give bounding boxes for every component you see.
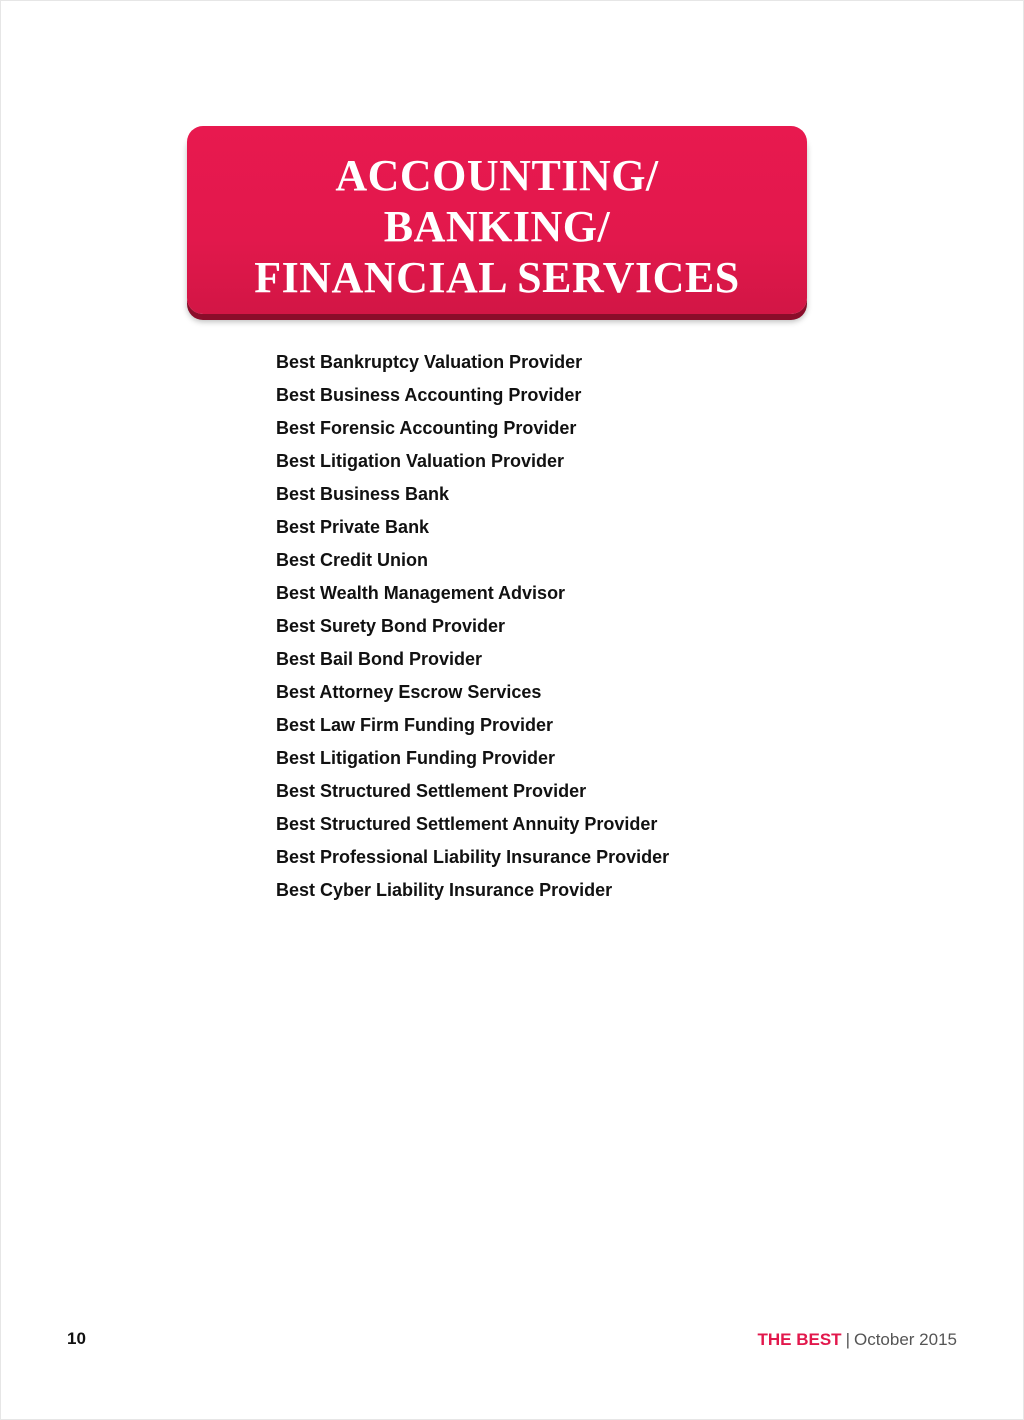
list-item: Best Business Bank [276, 484, 450, 504]
list-item: Best Surety Bond Provider [276, 616, 506, 636]
section-title-line-3: FINANCIAL SERVICES [254, 253, 740, 302]
issue-date: October 2015 [853, 1330, 957, 1349]
list-item: Best Bankruptcy Valuation Provider [276, 352, 583, 372]
section-title-line-1: ACCOUNTING/ [335, 151, 659, 200]
list-item: Best Structured Settlement Provider [276, 781, 587, 801]
list-item: Best Private Bank [276, 517, 430, 537]
list-item: Best Forensic Accounting Provider [276, 418, 577, 438]
award-category-list [276, 349, 669, 910]
list-item: Best Wealth Management Advisor [276, 583, 566, 603]
page-number: 10 [67, 1329, 86, 1348]
list-item: Best Professional Liability Insurance Provider [276, 847, 670, 867]
section-title-line-2: BANKING/ [383, 202, 611, 251]
list-item: Best Cyber Liability Insurance Provider [276, 880, 613, 900]
list-item: Best Attorney Escrow Services [276, 682, 542, 702]
publication-name: THE BEST [757, 1330, 842, 1349]
list-item: Best Business Accounting Provider [276, 385, 582, 405]
list-item: Best Credit Union [276, 550, 429, 570]
list-item: Best Litigation Funding Provider [276, 748, 555, 768]
page-footer [758, 1329, 958, 1351]
footer-separator: | [845, 1330, 850, 1349]
section-title [187, 150, 807, 303]
list-item: Best Law Firm Funding Provider [276, 715, 554, 735]
section-banner [187, 126, 807, 314]
list-item: Best Bail Bond Provider [276, 649, 483, 669]
list-item: Best Structured Settlement Annuity Provider [276, 814, 658, 834]
list-item: Best Litigation Valuation Provider [276, 451, 565, 471]
